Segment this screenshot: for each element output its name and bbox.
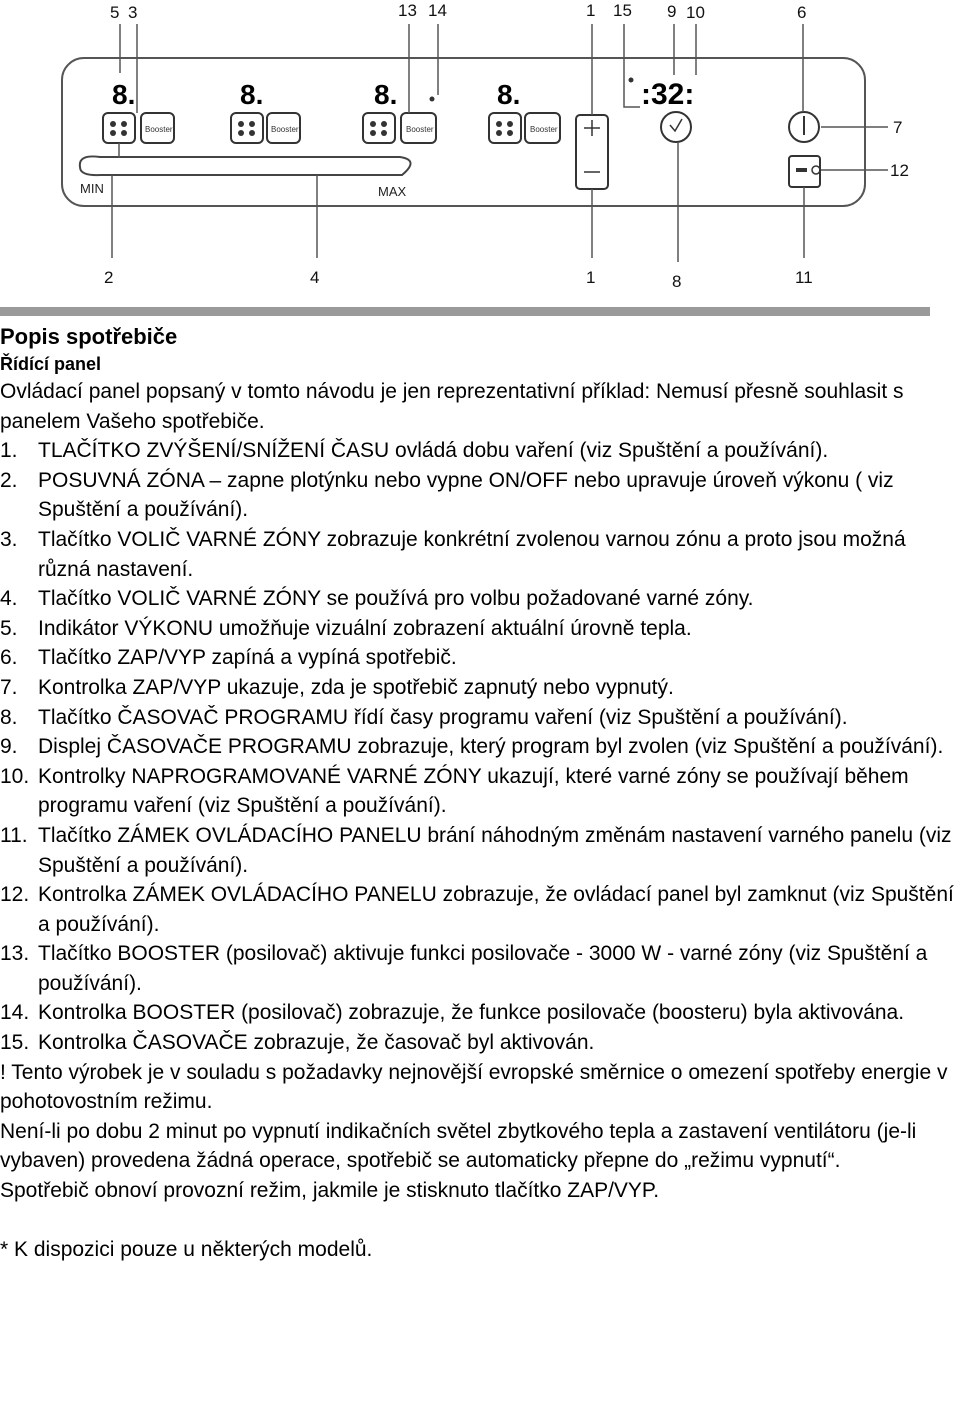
plus-icon bbox=[584, 120, 600, 136]
zone-select-button-3[interactable] bbox=[363, 113, 395, 143]
callout-9: 9 bbox=[667, 2, 677, 21]
list-item bbox=[0, 466, 960, 525]
item-text: Tlačítko ZÁMEK OVLÁDACÍHO PANELU brání náhodným změnám nastavení varného panelu (viz Spuštění a používání). bbox=[38, 823, 952, 877]
item-number: 15. bbox=[0, 1031, 30, 1055]
booster-label-2: Booster bbox=[271, 125, 299, 134]
zone-select-button-4[interactable] bbox=[489, 113, 521, 143]
cooking-zone-3 bbox=[363, 79, 436, 143]
control-panel-diagram bbox=[0, 0, 960, 300]
intro-paragraph: Ovládací panel popsaný v tomto návodu je jen reprezentativní příklad: Nemusí přesně souhlasit s panelem Vašeho spotřebiče. bbox=[0, 380, 904, 433]
item-number: 6. bbox=[0, 646, 18, 670]
item-number: 12. bbox=[0, 883, 30, 907]
checkmark-icon bbox=[670, 119, 682, 131]
feature-list bbox=[0, 436, 960, 1057]
power-indicator-4: 8. bbox=[497, 79, 521, 110]
item-text: Kontrolka BOOSTER (posilovač) zobrazuje, že funkce posilovače (boosteru) byla aktivována. bbox=[38, 1001, 905, 1025]
item-number: 5. bbox=[0, 616, 18, 640]
list-item bbox=[0, 703, 960, 733]
list-item bbox=[0, 998, 960, 1028]
item-text: Tlačítko VOLIČ VARNÉ ZÓNY se používá pro volbu požadované varné zóny. bbox=[38, 587, 754, 611]
panel-outline bbox=[62, 58, 865, 206]
item-number: 14. bbox=[0, 1001, 30, 1025]
item-number: 11. bbox=[0, 823, 28, 847]
power-indicator-3: 8. bbox=[374, 79, 398, 110]
timer-program-button[interactable] bbox=[661, 112, 691, 142]
zone-dots-icon bbox=[238, 121, 255, 136]
item-number: 8. bbox=[0, 705, 18, 729]
power-indicator-2: 8. bbox=[240, 79, 264, 110]
item-text: TLAČÍTKO ZVÝŠENÍ/SNÍŽENÍ ČASU ovládá dobu vaření (viz Spuštění a používání). bbox=[38, 439, 829, 463]
item-text: Tlačítko ČASOVAČ PROGRAMU řídí časy programu vaření (viz Spuštění a používání). bbox=[38, 705, 848, 729]
item-text: Kontrolka ZAP/VYP ukazuje, zda je spotřebič zapnutý nebo vypnutý. bbox=[38, 675, 674, 699]
standby-note: ! Tento výrobek je v souladu s požadavky nejnovější evropské směrnice o omezení spotřeby energie v pohotovostním režimu. bbox=[0, 1060, 948, 1114]
booster-indicator-light bbox=[430, 97, 435, 102]
zone-dots-icon bbox=[496, 121, 513, 136]
cooking-zone-2 bbox=[231, 79, 300, 143]
list-item bbox=[0, 880, 960, 939]
slider-max-label: MAX bbox=[378, 184, 407, 199]
list-item bbox=[0, 762, 960, 821]
item-number: 13. bbox=[0, 942, 30, 966]
list-item bbox=[0, 939, 960, 998]
key-icon bbox=[812, 166, 820, 174]
list-item bbox=[0, 525, 960, 584]
list-item bbox=[0, 821, 960, 880]
cooking-zone-1 bbox=[103, 79, 174, 143]
lock-indicator-light bbox=[796, 168, 807, 172]
callout-5: 5 bbox=[110, 3, 120, 22]
item-text: Kontrolka ZÁMEK OVLÁDACÍHO PANELU zobrazuje, že ovládací panel byl zamknut (viz Spuštění a používání). bbox=[38, 883, 954, 936]
list-item bbox=[0, 436, 960, 466]
item-number: 2. bbox=[0, 468, 18, 492]
item-text: Indikátor VÝKONU umožňuje vizuální zobrazení aktuální úrovně tepla. bbox=[38, 616, 692, 640]
item-text: Tlačítko BOOSTER (posilovač) aktivuje funkci posilovače - 3000 W - varné zóny (viz Spuštění a používání). bbox=[38, 942, 928, 995]
description-section bbox=[0, 322, 960, 1264]
item-text: Displej ČASOVAČE PROGRAMU zobrazuje, který program byl zvolen (viz Spuštění a používání). bbox=[38, 735, 944, 759]
callout-13: 13 bbox=[398, 1, 417, 20]
callout-2: 2 bbox=[104, 268, 114, 287]
item-text: POSUVNÁ ZÓNA – zapne plotýnku nebo vypne ON/OFF nebo upravuje úroveň výkonu ( viz Spuštění a používání). bbox=[38, 468, 894, 522]
callout-12: 12 bbox=[890, 161, 909, 180]
callout-4: 4 bbox=[310, 268, 320, 287]
booster-label-3: Booster bbox=[406, 125, 434, 134]
callout-1-bottom: 1 bbox=[586, 268, 596, 287]
timer-display: :32: bbox=[641, 78, 695, 111]
power-indicator-1: 8. bbox=[112, 79, 136, 110]
cooking-zone-4 bbox=[489, 79, 560, 143]
slider-zone[interactable] bbox=[80, 156, 411, 175]
callout-11: 11 bbox=[795, 268, 813, 287]
restore-note: Spotřebič obnoví provozní režim, jakmile je stisknuto tlačítko ZAP/VYP. bbox=[0, 1179, 660, 1203]
slider-min-label: MIN bbox=[80, 181, 104, 196]
item-number: 9. bbox=[0, 735, 18, 759]
page-title: Popis spotřebiče bbox=[0, 324, 178, 349]
section-divider bbox=[0, 307, 930, 316]
callout-3: 3 bbox=[128, 3, 138, 22]
booster-label-1: Booster bbox=[145, 125, 173, 134]
callout-1-top: 1 bbox=[586, 1, 596, 20]
callout-7: 7 bbox=[893, 118, 903, 137]
booster-label-4: Booster bbox=[530, 125, 558, 134]
item-number: 3. bbox=[0, 527, 18, 551]
item-text: Kontrolky NAPROGRAMOVANÉ VARNÉ ZÓNY ukazují, které varné zóny se používají během programu vaření (viz Spuštění a používání). bbox=[38, 764, 909, 818]
zone-dots-icon bbox=[110, 121, 127, 136]
list-item bbox=[0, 1028, 960, 1058]
callout-8: 8 bbox=[672, 272, 682, 291]
item-number: 1. bbox=[0, 439, 18, 463]
item-text: Tlačítko VOLIČ VARNÉ ZÓNY zobrazuje konkrétní zvolenou varnou zónu a proto jsou možná různá nastavení. bbox=[38, 527, 906, 581]
item-number: 7. bbox=[0, 675, 18, 699]
callout-6: 6 bbox=[797, 3, 807, 22]
auto-off-note: Není-li po dobu 2 minut po vypnutí indikačních světel zbytkového tepla a zastavení ventilátoru (je-li vybaven) provedena žádná operace, spotřebič se automaticky přepne do „režimu vypnutí“. bbox=[0, 1119, 917, 1173]
item-number: 4. bbox=[0, 587, 18, 611]
item-text: Kontrolka ČASOVAČE zobrazuje, že časovač byl aktivován. bbox=[38, 1031, 595, 1055]
zone-select-button-1[interactable] bbox=[103, 113, 135, 143]
callout-15: 15 bbox=[613, 1, 632, 20]
program-indicator-light bbox=[629, 78, 634, 83]
item-number: 10. bbox=[0, 764, 30, 788]
callout-14: 14 bbox=[428, 1, 447, 20]
section-subtitle: Řídící panel bbox=[0, 354, 102, 374]
callout-10: 10 bbox=[686, 3, 705, 22]
footnote: * K dispozici pouze u některých modelů. bbox=[0, 1237, 373, 1261]
zone-select-button-2[interactable] bbox=[231, 113, 263, 143]
list-item bbox=[0, 643, 960, 673]
list-item bbox=[0, 673, 960, 703]
item-text: Tlačítko ZAP/VYP zapíná a vypíná spotřebič. bbox=[38, 646, 457, 670]
list-item bbox=[0, 584, 960, 614]
zone-dots-icon bbox=[370, 121, 387, 136]
list-item bbox=[0, 732, 960, 762]
list-item bbox=[0, 614, 960, 644]
